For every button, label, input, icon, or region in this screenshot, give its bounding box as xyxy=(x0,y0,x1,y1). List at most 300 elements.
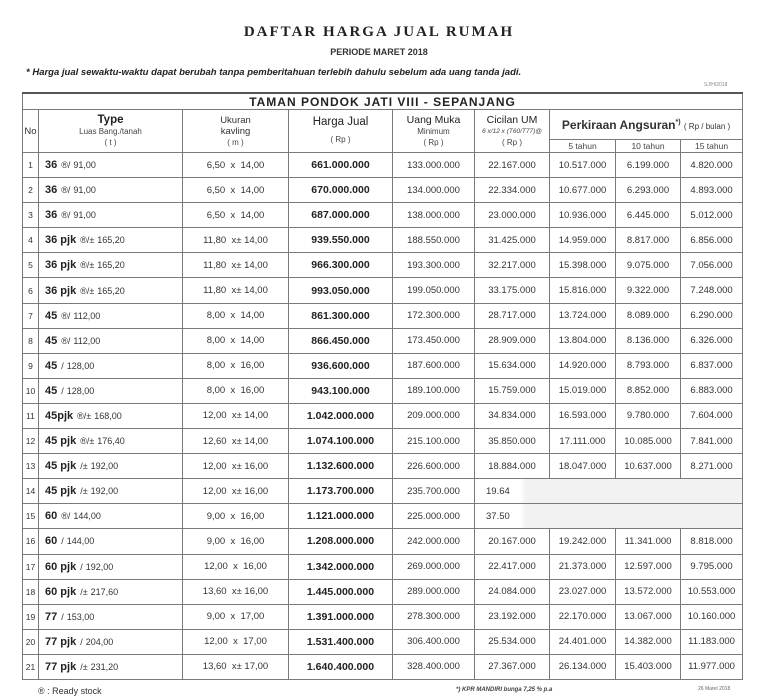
row-number: 1 xyxy=(23,153,39,178)
row-cicilan-um: 32.217.000 xyxy=(475,253,550,278)
type-separator: / xyxy=(80,561,83,572)
redaction-blur xyxy=(523,504,743,529)
row-cicilan-um: 20.167.000 xyxy=(475,529,550,554)
col-kavling-header xyxy=(183,110,289,153)
land-area: 204,00 xyxy=(85,636,114,647)
row-uang-muka: 278.300.000 xyxy=(393,604,475,629)
row-cicilan-um: 27.367.000 xyxy=(475,654,550,679)
type-separator: /± xyxy=(80,486,88,497)
type-separator: / xyxy=(61,611,64,622)
row-number: 6 xyxy=(23,278,39,303)
row-number: 13 xyxy=(23,454,39,479)
row-angsuran-10: 8.793.000 xyxy=(616,353,681,378)
type-label: 36 pjk xyxy=(45,234,77,247)
table-row xyxy=(23,328,743,353)
row-uang-muka: 226.600.000 xyxy=(393,454,475,479)
land-area: 192,00 xyxy=(90,461,119,472)
row-cicilan-um: 25.534.000 xyxy=(475,629,550,654)
row-number: 5 xyxy=(23,253,39,278)
row-kavling: 9,00 x 17,00 xyxy=(183,604,289,629)
row-kavling: 13,60 x± 16,00 xyxy=(183,579,289,604)
row-angsuran-10: 15.403.000 xyxy=(616,654,681,679)
row-number: 20 xyxy=(23,629,39,654)
document-code: SJ/H/2018 xyxy=(704,82,728,88)
row-uang-muka: 172.300.000 xyxy=(393,303,475,328)
row-harga-jual: 1.208.000.000 xyxy=(289,529,393,554)
col-kavling-title-2: kavling xyxy=(220,125,251,137)
row-number: 21 xyxy=(23,654,39,679)
row-angsuran-5: 17.111.000 xyxy=(550,429,616,454)
row-angsuran-5: 15.398.000 xyxy=(550,253,616,278)
row-uang-muka: 215.100.000 xyxy=(393,429,475,454)
table-row xyxy=(23,429,743,454)
col-no-header: No xyxy=(23,110,39,153)
row-cicilan-um: 33.175.000 xyxy=(475,278,550,303)
row-angsuran-5: 22.170.000 xyxy=(550,604,616,629)
land-area: 144,00 xyxy=(73,511,101,522)
row-kavling: 12,00 x± 14,00 xyxy=(183,403,289,428)
type-label: 77 pjk xyxy=(45,635,77,648)
type-label: 60 xyxy=(45,510,58,523)
row-angsuran-15: 4.820.000 xyxy=(681,153,743,178)
col-type-header xyxy=(39,110,183,153)
row-harga-jual: 943.100.000 xyxy=(289,378,393,403)
row-uang-muka: 209.000.000 xyxy=(393,403,475,428)
table-row xyxy=(23,178,743,203)
row-cicilan-um: 22.167.000 xyxy=(475,153,550,178)
row-type xyxy=(39,328,183,353)
type-label: 45pjk xyxy=(45,409,74,422)
row-angsuran-15: 10.553.000 xyxy=(681,579,743,604)
row-uang-muka: 133.000.000 xyxy=(393,153,475,178)
type-separator: / xyxy=(80,636,83,647)
table-row xyxy=(23,629,743,654)
row-number: 2 xyxy=(23,178,39,203)
row-number: 9 xyxy=(23,353,39,378)
row-kavling: 8,00 x 16,00 xyxy=(183,353,289,378)
row-cicilan-um: 23.000.000 xyxy=(475,203,550,228)
col-5-tahun: 5 tahun xyxy=(550,140,616,153)
document-title: DAFTAR HARGA JUAL RUMAH xyxy=(243,24,515,40)
price-table xyxy=(22,92,743,680)
type-separator: ®/± xyxy=(80,260,95,271)
col-cicilan-unit: ( Rp ) xyxy=(502,137,522,147)
land-area: 217,60 xyxy=(90,586,119,597)
row-number: 16 xyxy=(23,529,39,554)
type-separator: ®/± xyxy=(80,436,95,447)
row-cicilan-um: 22.417.000 xyxy=(475,554,550,579)
row-uang-muka: 187.600.000 xyxy=(393,353,475,378)
row-harga-jual: 939.550.000 xyxy=(289,228,393,253)
row-angsuran-10: 13.572.000 xyxy=(616,579,681,604)
type-label: 36 pjk xyxy=(45,284,77,297)
row-cicilan-um: 23.192.000 xyxy=(475,604,550,629)
row-type xyxy=(39,178,183,203)
row-cicilan-um: 15.759.000 xyxy=(475,378,550,403)
land-area: 231,20 xyxy=(90,661,119,672)
redaction-blur xyxy=(523,479,743,504)
row-cicilan-um: 22.334.000 xyxy=(475,178,550,203)
row-angsuran-15: 6.837.000 xyxy=(681,353,743,378)
row-kavling: 12,00 x± 16,00 xyxy=(183,479,289,504)
col-um-title-2: Minimum xyxy=(417,126,450,136)
table-row xyxy=(23,504,743,529)
type-separator: ®/ xyxy=(61,210,71,221)
row-type xyxy=(39,429,183,454)
row-angsuran-5: 14.959.000 xyxy=(550,228,616,253)
col-cicilan-subtitle: 6 x/12 x (T60/T77)@ xyxy=(482,127,542,135)
type-separator: / xyxy=(61,360,64,371)
row-angsuran-10: 6.293.000 xyxy=(616,178,681,203)
col-um-title: Uang Muka xyxy=(406,113,461,126)
row-harga-jual: 866.450.000 xyxy=(289,328,393,353)
row-uang-muka: 188.550.000 xyxy=(393,228,475,253)
row-angsuran-15: 6.290.000 xyxy=(681,303,743,328)
legend-ready-stock: ® : Ready stock xyxy=(38,686,102,696)
row-angsuran-15: 8.818.000 xyxy=(681,529,743,554)
row-angsuran-5: 10.936.000 xyxy=(550,203,616,228)
row-uang-muka: 235.700.000 xyxy=(393,479,475,504)
type-label: 36 pjk xyxy=(45,259,77,272)
row-angsuran-10: 8.136.000 xyxy=(616,328,681,353)
row-number: 8 xyxy=(23,328,39,353)
row-number: 19 xyxy=(23,604,39,629)
land-area: 192,00 xyxy=(85,561,114,572)
land-area: 153,00 xyxy=(66,611,95,622)
type-separator: ®/ xyxy=(61,511,71,522)
row-kavling: 13,60 x± 17,00 xyxy=(183,654,289,679)
row-angsuran-15: 9.795.000 xyxy=(681,554,743,579)
row-angsuran-5: 24.401.000 xyxy=(550,629,616,654)
row-angsuran-15: 10.160.000 xyxy=(681,604,743,629)
row-angsuran-15: 7.248.000 xyxy=(681,278,743,303)
row-harga-jual: 1.121.000.000 xyxy=(289,504,393,529)
row-kavling: 12,60 x± 14,00 xyxy=(183,429,289,454)
row-cicilan-um: 35.850.000 xyxy=(475,429,550,454)
row-angsuran-5: 10.677.000 xyxy=(550,178,616,203)
row-angsuran-10: 11.341.000 xyxy=(616,529,681,554)
type-separator: / xyxy=(61,385,64,396)
land-area: 192,00 xyxy=(90,486,119,497)
row-angsuran-15: 7.056.000 xyxy=(681,253,743,278)
land-area: 128,00 xyxy=(66,360,95,371)
col-angsuran-title: Perkiraan Angsuran xyxy=(561,118,676,132)
table-row xyxy=(23,253,743,278)
row-cicilan-um: 31.425.000 xyxy=(475,228,550,253)
row-harga-jual: 1.391.000.000 xyxy=(289,604,393,629)
type-label: 77 pjk xyxy=(45,660,77,673)
row-type xyxy=(39,153,183,178)
type-label: 45 pjk xyxy=(45,460,77,473)
row-angsuran-10: 6.445.000 xyxy=(616,203,681,228)
row-type xyxy=(39,203,183,228)
table-row xyxy=(23,278,743,303)
land-area: 112,00 xyxy=(73,310,101,321)
row-type xyxy=(39,454,183,479)
cicilan-partial: 37.50 xyxy=(486,510,510,522)
row-angsuran-5: 13.724.000 xyxy=(550,303,616,328)
row-angsuran-10: 10.085.000 xyxy=(616,429,681,454)
col-cicilan-header xyxy=(475,110,550,153)
table-row xyxy=(23,554,743,579)
row-type xyxy=(39,554,183,579)
row-harga-jual: 1.640.400.000 xyxy=(289,654,393,679)
land-area: 176,40 xyxy=(97,436,125,447)
row-uang-muka: 138.000.000 xyxy=(393,203,475,228)
cicilan-partial: 19.64 xyxy=(486,485,510,497)
row-number: 14 xyxy=(23,479,39,504)
row-type xyxy=(39,479,183,504)
row-harga-jual: 661.000.000 xyxy=(289,153,393,178)
row-number: 10 xyxy=(23,378,39,403)
col-angsuran-unit: ( Rp / bulan ) xyxy=(683,122,731,131)
document-period: PERIODE MARET 2018 xyxy=(330,47,428,57)
row-type xyxy=(39,253,183,278)
footer-date: 26 Maret 2018 xyxy=(698,686,731,692)
row-angsuran-15: 6.883.000 xyxy=(681,378,743,403)
land-area: 128,00 xyxy=(66,385,95,396)
type-label: 45 pjk xyxy=(45,485,77,498)
col-kavling-title: Ukuran xyxy=(220,114,251,126)
row-type xyxy=(39,654,183,679)
table-row xyxy=(23,654,743,679)
col-cicilan-title: Cicilan UM xyxy=(486,113,538,126)
row-angsuran-10: 8.817.000 xyxy=(616,228,681,253)
row-angsuran-15: 6.856.000 xyxy=(681,228,743,253)
row-kavling: 9,00 x 16,00 xyxy=(183,504,289,529)
row-type xyxy=(39,228,183,253)
row-angsuran-5: 13.804.000 xyxy=(550,328,616,353)
row-kavling: 11,80 x± 14,00 xyxy=(183,253,289,278)
type-label: 45 pjk xyxy=(45,435,77,448)
table-row xyxy=(23,579,743,604)
row-angsuran-10: 12.597.000 xyxy=(616,554,681,579)
row-angsuran-10: 14.382.000 xyxy=(616,629,681,654)
row-kavling: 12,00 x± 16,00 xyxy=(183,454,289,479)
row-angsuran-5: 14.920.000 xyxy=(550,353,616,378)
row-angsuran-10: 6.199.000 xyxy=(616,153,681,178)
col-type-title: Type xyxy=(97,113,124,126)
col-kavling-unit: ( m ) xyxy=(227,137,244,147)
row-uang-muka: 173.450.000 xyxy=(393,328,475,353)
row-angsuran-15: 5.012.000 xyxy=(681,203,743,228)
price-disclaimer: * Harga jual sewaktu-waktu dapat berubah tanpa pemberitahuan terlebih dahulu sebelum ada uang tanda jadi. xyxy=(26,67,522,78)
col-angsuran-mark: *) xyxy=(675,119,681,126)
row-cicilan-um: 15.634.000 xyxy=(475,353,550,378)
row-angsuran-15: 7.841.000 xyxy=(681,429,743,454)
row-type xyxy=(39,629,183,654)
row-harga-jual: 1.342.000.000 xyxy=(289,554,393,579)
row-type xyxy=(39,579,183,604)
row-angsuran-10: 8.852.000 xyxy=(616,378,681,403)
land-area: 91,00 xyxy=(73,160,96,171)
col-15-tahun: 15 tahun xyxy=(681,140,743,153)
col-um-unit: ( Rp ) xyxy=(423,137,444,147)
row-harga-jual: 1.074.100.000 xyxy=(289,429,393,454)
land-area: 144,00 xyxy=(66,536,95,547)
row-uang-muka: 134.000.000 xyxy=(393,178,475,203)
row-kavling: 12,00 x 16,00 xyxy=(183,554,289,579)
col-harga-unit: ( Rp ) xyxy=(330,135,351,144)
type-label: 45 xyxy=(45,309,58,322)
row-angsuran-5: 23.027.000 xyxy=(550,579,616,604)
row-angsuran-15: 7.604.000 xyxy=(681,403,743,428)
row-number: 3 xyxy=(23,203,39,228)
row-harga-jual: 936.600.000 xyxy=(289,353,393,378)
row-angsuran-5: 21.373.000 xyxy=(550,554,616,579)
row-number: 15 xyxy=(23,504,39,529)
row-angsuran-5: 10.517.000 xyxy=(550,153,616,178)
row-angsuran-10: 9.322.000 xyxy=(616,278,681,303)
row-angsuran-10: 9.075.000 xyxy=(616,253,681,278)
row-angsuran-10: 8.089.000 xyxy=(616,303,681,328)
row-cicilan-um: 18.884.000 xyxy=(475,454,550,479)
row-harga-jual: 1.173.700.000 xyxy=(289,479,393,504)
type-separator: ®/ xyxy=(61,160,71,171)
row-angsuran-5: 15.019.000 xyxy=(550,378,616,403)
land-area: 165,20 xyxy=(97,285,125,296)
row-harga-jual: 1.445.000.000 xyxy=(289,579,393,604)
row-type xyxy=(39,504,183,529)
row-angsuran-5: 19.242.000 xyxy=(550,529,616,554)
land-area: 112,00 xyxy=(73,335,101,346)
table-row xyxy=(23,604,743,629)
row-uang-muka: 242.000.000 xyxy=(393,529,475,554)
row-number: 17 xyxy=(23,554,39,579)
row-cicilan-um xyxy=(475,504,743,529)
land-area: 91,00 xyxy=(73,210,96,221)
row-type xyxy=(39,529,183,554)
row-type xyxy=(39,403,183,428)
row-cicilan-um xyxy=(475,479,743,504)
row-harga-jual: 1.042.000.000 xyxy=(289,403,393,428)
row-number: 12 xyxy=(23,429,39,454)
row-angsuran-15: 8.271.000 xyxy=(681,454,743,479)
row-kavling: 11,80 x± 14,00 xyxy=(183,278,289,303)
row-uang-muka: 269.000.000 xyxy=(393,554,475,579)
table-row xyxy=(23,378,743,403)
row-kavling: 8,00 x 14,00 xyxy=(183,303,289,328)
type-separator: ®/± xyxy=(77,410,92,421)
row-cicilan-um: 34.834.000 xyxy=(475,403,550,428)
row-angsuran-5: 16.593.000 xyxy=(550,403,616,428)
type-label: 36 xyxy=(45,209,58,222)
type-label: 60 pjk xyxy=(45,585,77,598)
type-label: 45 xyxy=(45,334,58,347)
type-separator: / xyxy=(61,536,64,547)
table-row xyxy=(23,303,743,328)
type-separator: /± xyxy=(80,661,88,672)
row-type xyxy=(39,604,183,629)
row-kavling: 6,50 x 14,00 xyxy=(183,203,289,228)
row-harga-jual: 670.000.000 xyxy=(289,178,393,203)
type-separator: /± xyxy=(80,461,88,472)
row-number: 18 xyxy=(23,579,39,604)
row-angsuran-15: 6.326.000 xyxy=(681,328,743,353)
row-harga-jual: 687.000.000 xyxy=(289,203,393,228)
type-separator: ®/ xyxy=(61,185,71,196)
col-harga-header xyxy=(289,110,393,153)
col-10-tahun: 10 tahun xyxy=(616,140,681,153)
type-separator: /± xyxy=(80,586,88,597)
row-uang-muka: 225.000.000 xyxy=(393,504,475,529)
row-angsuran-5: 15.816.000 xyxy=(550,278,616,303)
row-kavling: 8,00 x 16,00 xyxy=(183,378,289,403)
table-row xyxy=(23,479,743,504)
col-type-unit: ( t ) xyxy=(104,137,117,147)
row-uang-muka: 199.050.000 xyxy=(393,278,475,303)
type-separator: ®/ xyxy=(61,310,71,321)
row-harga-jual: 993.050.000 xyxy=(289,278,393,303)
row-cicilan-um: 24.084.000 xyxy=(475,579,550,604)
type-label: 60 pjk xyxy=(45,560,77,573)
row-angsuran-10: 10.637.000 xyxy=(616,454,681,479)
row-angsuran-15: 11.183.000 xyxy=(681,629,743,654)
row-uang-muka: 306.400.000 xyxy=(393,629,475,654)
row-kavling: 8,00 x 14,00 xyxy=(183,328,289,353)
land-area: 91,00 xyxy=(73,185,96,196)
row-angsuran-15: 11.977.000 xyxy=(681,654,743,679)
row-number: 7 xyxy=(23,303,39,328)
col-angsuran-header xyxy=(550,110,743,140)
row-harga-jual: 1.531.400.000 xyxy=(289,629,393,654)
row-harga-jual: 1.132.600.000 xyxy=(289,454,393,479)
row-uang-muka: 193.300.000 xyxy=(393,253,475,278)
land-area: 165,20 xyxy=(97,235,125,246)
table-row xyxy=(23,529,743,554)
table-row xyxy=(23,153,743,178)
row-type xyxy=(39,378,183,403)
row-kavling: 6,50 x 14,00 xyxy=(183,178,289,203)
row-kavling: 11,80 x± 14,00 xyxy=(183,228,289,253)
row-type xyxy=(39,353,183,378)
col-um-header xyxy=(393,110,475,153)
type-separator: ®/± xyxy=(80,285,95,296)
col-type-subtitle: Luas Bang./tanah xyxy=(79,126,142,136)
row-number: 11 xyxy=(23,403,39,428)
type-label: 77 xyxy=(45,610,58,623)
row-angsuran-10: 9.780.000 xyxy=(616,403,681,428)
row-cicilan-um: 28.909.000 xyxy=(475,328,550,353)
type-separator: ®/± xyxy=(80,235,95,246)
row-angsuran-10: 13.067.000 xyxy=(616,604,681,629)
row-angsuran-5: 26.134.000 xyxy=(550,654,616,679)
table-row xyxy=(23,353,743,378)
row-number: 4 xyxy=(23,228,39,253)
row-cicilan-um: 28.717.000 xyxy=(475,303,550,328)
table-row xyxy=(23,403,743,428)
row-angsuran-15: 4.893.000 xyxy=(681,178,743,203)
type-label: 45 xyxy=(45,384,58,397)
row-uang-muka: 328.400.000 xyxy=(393,654,475,679)
row-uang-muka: 189.100.000 xyxy=(393,378,475,403)
type-separator: ®/ xyxy=(61,335,71,346)
row-kavling: 9,00 x 16,00 xyxy=(183,529,289,554)
kpr-note: *) KPR MANDIRI bunga 7,25 % p.a xyxy=(456,687,553,693)
type-label: 36 xyxy=(45,159,58,172)
estate-name: TAMAN PONDOK JATI VIII - SEPANJANG xyxy=(23,93,743,110)
row-kavling: 6,50 x 14,00 xyxy=(183,153,289,178)
row-uang-muka: 289.000.000 xyxy=(393,579,475,604)
row-type xyxy=(39,278,183,303)
row-harga-jual: 966.300.000 xyxy=(289,253,393,278)
table-row xyxy=(23,454,743,479)
table-row xyxy=(23,203,743,228)
row-harga-jual: 861.300.000 xyxy=(289,303,393,328)
type-label: 60 xyxy=(45,535,58,548)
row-kavling: 12,00 x 17,00 xyxy=(183,629,289,654)
table-row xyxy=(23,228,743,253)
